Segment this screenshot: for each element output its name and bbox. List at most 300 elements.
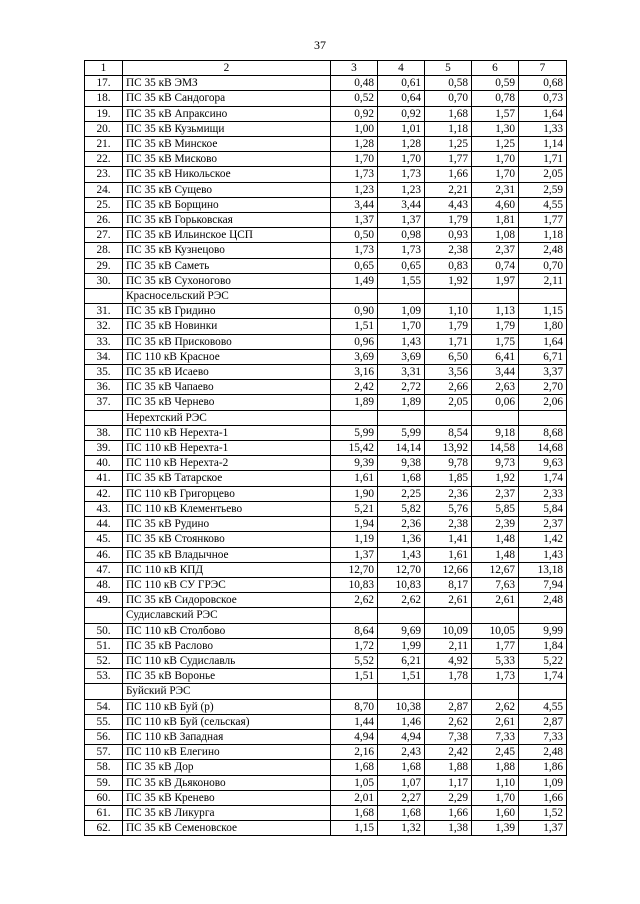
value-cell-col-3: 0,50 — [331, 228, 378, 243]
value-cell-col-3: 0,48 — [331, 76, 378, 91]
substation-name: ПС 35 кВ Воронье — [123, 669, 331, 684]
value-cell-col-5: 0,83 — [425, 258, 472, 273]
value-cell-col-3: 5,99 — [331, 425, 378, 440]
section-row — [85, 410, 567, 425]
value-cell-col-4: 1,09 — [378, 304, 425, 319]
value-cell-col-5: 6,50 — [425, 349, 472, 364]
table-row — [85, 638, 567, 653]
column-header-5: 5 — [425, 61, 472, 76]
value-cell-col-5: 2,11 — [425, 638, 472, 653]
row-number: 20. — [85, 121, 123, 136]
section-empty-cell — [425, 410, 472, 425]
value-cell-col-6: 2,62 — [472, 699, 519, 714]
value-cell-col-5: 8,17 — [425, 577, 472, 592]
row-number: 53. — [85, 669, 123, 684]
value-cell-col-6: 7,33 — [472, 729, 519, 744]
value-cell-col-4: 0,64 — [378, 91, 425, 106]
substation-name: ПС 35 кВ Сандогора — [123, 91, 331, 106]
substation-name: ПС 35 кВ Горьковская — [123, 213, 331, 228]
table-row — [85, 137, 567, 152]
section-number-cell — [85, 684, 123, 699]
substation-name: ПС 35 кВ Чапаево — [123, 380, 331, 395]
value-cell-col-3: 1,44 — [331, 714, 378, 729]
value-cell-col-3: 0,96 — [331, 334, 378, 349]
row-number: 46. — [85, 547, 123, 562]
substation-name: ПС 110 кВ Красное — [123, 349, 331, 364]
table-row — [85, 714, 567, 729]
table-row — [85, 365, 567, 380]
value-cell-col-6: 1,48 — [472, 547, 519, 562]
table-row — [85, 243, 567, 258]
value-cell-col-5: 1,85 — [425, 471, 472, 486]
section-row — [85, 289, 567, 304]
table-row — [85, 334, 567, 349]
value-cell-col-3: 1,51 — [331, 319, 378, 334]
value-cell-col-6: 5,33 — [472, 653, 519, 668]
substation-name: ПС 35 кВ Саметь — [123, 258, 331, 273]
value-cell-col-4: 4,94 — [378, 729, 425, 744]
value-cell-col-4: 1,73 — [378, 243, 425, 258]
table-row — [85, 821, 567, 836]
row-number: 34. — [85, 349, 123, 364]
row-number: 25. — [85, 197, 123, 212]
table-row — [85, 425, 567, 440]
value-cell-col-5: 2,66 — [425, 380, 472, 395]
substation-name: ПС 35 кВ Чернево — [123, 395, 331, 410]
row-number: 48. — [85, 577, 123, 592]
row-number: 45. — [85, 532, 123, 547]
value-cell-col-6: 6,41 — [472, 349, 519, 364]
value-cell-col-6: 1,73 — [472, 669, 519, 684]
row-number: 29. — [85, 258, 123, 273]
substation-name: ПС 35 кВ Стоянково — [123, 532, 331, 547]
row-number: 41. — [85, 471, 123, 486]
section-number-cell — [85, 410, 123, 425]
value-cell-col-4: 1,68 — [378, 760, 425, 775]
table-row — [85, 729, 567, 744]
row-number: 59. — [85, 775, 123, 790]
column-header-7: 7 — [519, 61, 567, 76]
value-cell-col-5: 1,78 — [425, 669, 472, 684]
value-cell-col-7: 2,48 — [519, 243, 567, 258]
value-cell-col-6: 3,44 — [472, 365, 519, 380]
value-cell-col-5: 1,92 — [425, 273, 472, 288]
substation-load-table — [84, 60, 567, 836]
substation-name: ПС 110 кВ Нерехта-1 — [123, 425, 331, 440]
value-cell-col-7: 0,68 — [519, 76, 567, 91]
table-header-row — [85, 61, 567, 76]
value-cell-col-7: 2,70 — [519, 380, 567, 395]
column-header-2: 2 — [123, 61, 331, 76]
value-cell-col-4: 5,99 — [378, 425, 425, 440]
value-cell-col-6: 0,74 — [472, 258, 519, 273]
substation-name: ПС 110 кВ Григорцево — [123, 486, 331, 501]
value-cell-col-6: 1,79 — [472, 319, 519, 334]
value-cell-col-4: 6,21 — [378, 653, 425, 668]
value-cell-col-3: 1,05 — [331, 775, 378, 790]
value-cell-col-3: 1,28 — [331, 137, 378, 152]
section-empty-cell — [425, 684, 472, 699]
value-cell-col-3: 3,16 — [331, 365, 378, 380]
row-number: 24. — [85, 182, 123, 197]
section-empty-cell — [472, 684, 519, 699]
value-cell-col-7: 1,64 — [519, 334, 567, 349]
value-cell-col-5: 2,36 — [425, 486, 472, 501]
value-cell-col-7: 7,33 — [519, 729, 567, 744]
value-cell-col-7: 1,66 — [519, 790, 567, 805]
value-cell-col-7: 9,63 — [519, 456, 567, 471]
value-cell-col-5: 1,17 — [425, 775, 472, 790]
row-number: 38. — [85, 425, 123, 440]
value-cell-col-3: 9,39 — [331, 456, 378, 471]
value-cell-col-4: 1,68 — [378, 471, 425, 486]
substation-name: ПС 35 кВ Сидоровское — [123, 593, 331, 608]
table-row — [85, 380, 567, 395]
value-cell-col-5: 2,42 — [425, 745, 472, 760]
value-cell-col-3: 3,44 — [331, 197, 378, 212]
value-cell-col-3: 2,01 — [331, 790, 378, 805]
row-number: 31. — [85, 304, 123, 319]
column-header-1: 1 — [85, 61, 123, 76]
value-cell-col-3: 0,52 — [331, 91, 378, 106]
section-empty-cell — [519, 289, 567, 304]
value-cell-col-7: 1,86 — [519, 760, 567, 775]
substation-name: ПС 110 кВ Судиславль — [123, 653, 331, 668]
value-cell-col-7: 2,06 — [519, 395, 567, 410]
value-cell-col-4: 14,14 — [378, 441, 425, 456]
value-cell-col-7: 7,94 — [519, 577, 567, 592]
value-cell-col-7: 0,73 — [519, 91, 567, 106]
value-cell-col-4: 1,32 — [378, 821, 425, 836]
table-row — [85, 304, 567, 319]
value-cell-col-4: 2,62 — [378, 593, 425, 608]
value-cell-col-7: 1,43 — [519, 547, 567, 562]
section-number-cell — [85, 289, 123, 304]
value-cell-col-3: 1,23 — [331, 182, 378, 197]
value-cell-col-4: 1,43 — [378, 547, 425, 562]
value-cell-col-4: 3,44 — [378, 197, 425, 212]
value-cell-col-4: 1,73 — [378, 167, 425, 182]
value-cell-col-5: 1,66 — [425, 805, 472, 820]
value-cell-col-6: 1,25 — [472, 137, 519, 152]
row-number: 50. — [85, 623, 123, 638]
row-number: 33. — [85, 334, 123, 349]
substation-name: ПС 110 кВ Елегино — [123, 745, 331, 760]
row-number: 39. — [85, 441, 123, 456]
row-number: 54. — [85, 699, 123, 714]
section-empty-cell — [519, 608, 567, 623]
substation-name: ПС 110 кВ Буй (сельская) — [123, 714, 331, 729]
value-cell-col-7: 1,09 — [519, 775, 567, 790]
value-cell-col-5: 2,21 — [425, 182, 472, 197]
table-row — [85, 273, 567, 288]
value-cell-col-6: 1,97 — [472, 273, 519, 288]
section-empty-cell — [378, 289, 425, 304]
value-cell-col-6: 1,70 — [472, 152, 519, 167]
row-number: 49. — [85, 593, 123, 608]
row-number: 22. — [85, 152, 123, 167]
table-row — [85, 486, 567, 501]
substation-name: ПС 35 кВ Дьяконово — [123, 775, 331, 790]
value-cell-col-5: 5,76 — [425, 501, 472, 516]
table-row — [85, 699, 567, 714]
value-cell-col-6: 1,13 — [472, 304, 519, 319]
table-row — [85, 349, 567, 364]
row-number: 35. — [85, 365, 123, 380]
table-row — [85, 669, 567, 684]
section-empty-cell — [331, 608, 378, 623]
value-cell-col-4: 5,82 — [378, 501, 425, 516]
value-cell-col-7: 0,70 — [519, 258, 567, 273]
value-cell-col-4: 2,43 — [378, 745, 425, 760]
section-empty-cell — [331, 289, 378, 304]
table-row — [85, 152, 567, 167]
section-empty-cell — [519, 684, 567, 699]
section-title: Буйский РЭС — [123, 684, 331, 699]
value-cell-col-7: 1,15 — [519, 304, 567, 319]
table-row — [85, 577, 567, 592]
value-cell-col-6: 1,92 — [472, 471, 519, 486]
value-cell-col-4: 1,36 — [378, 532, 425, 547]
substation-name: ПС 110 кВ СУ ГРЭС — [123, 577, 331, 592]
section-title: Красносельский РЭС — [123, 289, 331, 304]
value-cell-col-7: 13,18 — [519, 562, 567, 577]
value-cell-col-7: 2,87 — [519, 714, 567, 729]
value-cell-col-3: 1,51 — [331, 669, 378, 684]
substation-name: ПС 35 кВ Кузнецово — [123, 243, 331, 258]
value-cell-col-6: 2,37 — [472, 486, 519, 501]
section-empty-cell — [378, 684, 425, 699]
table-body — [85, 61, 567, 836]
value-cell-col-6: 2,39 — [472, 517, 519, 532]
section-title: Нерехтский РЭС — [123, 410, 331, 425]
section-empty-cell — [331, 410, 378, 425]
table-row — [85, 456, 567, 471]
table-row — [85, 228, 567, 243]
value-cell-col-3: 1,37 — [331, 213, 378, 228]
value-cell-col-4: 3,69 — [378, 349, 425, 364]
value-cell-col-5: 2,05 — [425, 395, 472, 410]
value-cell-col-5: 1,18 — [425, 121, 472, 136]
substation-name: ПС 110 кВ КПД — [123, 562, 331, 577]
value-cell-col-4: 9,69 — [378, 623, 425, 638]
section-empty-cell — [425, 608, 472, 623]
value-cell-col-4: 1,01 — [378, 121, 425, 136]
value-cell-col-5: 1,66 — [425, 167, 472, 182]
substation-name: ПС 35 кВ Кузьмищи — [123, 121, 331, 136]
value-cell-col-4: 2,72 — [378, 380, 425, 395]
value-cell-col-3: 1,73 — [331, 167, 378, 182]
value-cell-col-3: 2,16 — [331, 745, 378, 760]
substation-name: ПС 35 кВ ЭМЗ — [123, 76, 331, 91]
value-cell-col-3: 10,83 — [331, 577, 378, 592]
value-cell-col-7: 3,37 — [519, 365, 567, 380]
substation-name: ПС 35 кВ Рудино — [123, 517, 331, 532]
table-row — [85, 167, 567, 182]
value-cell-col-5: 2,38 — [425, 517, 472, 532]
section-empty-cell — [519, 410, 567, 425]
value-cell-col-7: 1,74 — [519, 471, 567, 486]
row-number: 23. — [85, 167, 123, 182]
substation-name: ПС 35 кВ Семеновское — [123, 821, 331, 836]
value-cell-col-5: 2,38 — [425, 243, 472, 258]
value-cell-col-6: 1,57 — [472, 106, 519, 121]
value-cell-col-6: 1,48 — [472, 532, 519, 547]
value-cell-col-3: 1,15 — [331, 821, 378, 836]
value-cell-col-4: 1,28 — [378, 137, 425, 152]
value-cell-col-6: 1,70 — [472, 167, 519, 182]
value-cell-col-3: 1,61 — [331, 471, 378, 486]
value-cell-col-7: 8,68 — [519, 425, 567, 440]
value-cell-col-4: 1,43 — [378, 334, 425, 349]
value-cell-col-6: 1,88 — [472, 760, 519, 775]
value-cell-col-6: 5,85 — [472, 501, 519, 516]
section-empty-cell — [425, 289, 472, 304]
table-row — [85, 319, 567, 334]
value-cell-col-7: 1,14 — [519, 137, 567, 152]
table-row — [85, 653, 567, 668]
substation-name: ПС 35 кВ Сухоногово — [123, 273, 331, 288]
row-number: 32. — [85, 319, 123, 334]
substation-name: ПС 35 кВ Минское — [123, 137, 331, 152]
value-cell-col-6: 9,73 — [472, 456, 519, 471]
value-cell-col-3: 4,94 — [331, 729, 378, 744]
value-cell-col-6: 2,61 — [472, 714, 519, 729]
value-cell-col-7: 1,84 — [519, 638, 567, 653]
value-cell-col-6: 1,39 — [472, 821, 519, 836]
value-cell-col-4: 2,36 — [378, 517, 425, 532]
substation-name: ПС 35 кВ Сущево — [123, 182, 331, 197]
value-cell-col-6: 12,67 — [472, 562, 519, 577]
table-row — [85, 441, 567, 456]
substation-name: ПС 35 кВ Никольское — [123, 167, 331, 182]
table-row — [85, 197, 567, 212]
value-cell-col-6: 2,37 — [472, 243, 519, 258]
row-number: 18. — [85, 91, 123, 106]
value-cell-col-6: 0,59 — [472, 76, 519, 91]
value-cell-col-5: 9,78 — [425, 456, 472, 471]
value-cell-col-6: 9,18 — [472, 425, 519, 440]
table-row — [85, 745, 567, 760]
value-cell-col-7: 1,42 — [519, 532, 567, 547]
value-cell-col-5: 4,92 — [425, 653, 472, 668]
value-cell-col-4: 1,55 — [378, 273, 425, 288]
value-cell-col-4: 0,61 — [378, 76, 425, 91]
section-row — [85, 608, 567, 623]
table-row — [85, 623, 567, 638]
value-cell-col-6: 2,31 — [472, 182, 519, 197]
value-cell-col-7: 2,59 — [519, 182, 567, 197]
value-cell-col-5: 10,09 — [425, 623, 472, 638]
value-cell-col-5: 0,93 — [425, 228, 472, 243]
row-number: 21. — [85, 137, 123, 152]
substation-name: ПС 35 кВ Татарское — [123, 471, 331, 486]
value-cell-col-4: 3,31 — [378, 365, 425, 380]
substation-name: ПС 35 кВ Дор — [123, 760, 331, 775]
row-number: 40. — [85, 456, 123, 471]
value-cell-col-4: 1,99 — [378, 638, 425, 653]
value-cell-col-3: 1,89 — [331, 395, 378, 410]
value-cell-col-3: 15,42 — [331, 441, 378, 456]
value-cell-col-5: 1,61 — [425, 547, 472, 562]
value-cell-col-6: 1,30 — [472, 121, 519, 136]
value-cell-col-3: 0,65 — [331, 258, 378, 273]
value-cell-col-5: 1,41 — [425, 532, 472, 547]
value-cell-col-4: 1,46 — [378, 714, 425, 729]
substation-name: ПС 35 кВ Присковово — [123, 334, 331, 349]
table-row — [85, 106, 567, 121]
value-cell-col-5: 2,29 — [425, 790, 472, 805]
substation-name: ПС 35 кВ Раслово — [123, 638, 331, 653]
substation-name: ПС 110 кВ Столбово — [123, 623, 331, 638]
section-empty-cell — [472, 410, 519, 425]
substation-name: ПС 35 кВ Апраксино — [123, 106, 331, 121]
value-cell-col-3: 1,68 — [331, 760, 378, 775]
table-row — [85, 547, 567, 562]
value-cell-col-5: 7,38 — [425, 729, 472, 744]
value-cell-col-4: 1,51 — [378, 669, 425, 684]
value-cell-col-5: 1,25 — [425, 137, 472, 152]
value-cell-col-7: 4,55 — [519, 197, 567, 212]
substation-name: ПС 35 кВ Кренево — [123, 790, 331, 805]
value-cell-col-4: 1,23 — [378, 182, 425, 197]
value-cell-col-4: 10,83 — [378, 577, 425, 592]
row-number: 43. — [85, 501, 123, 516]
value-cell-col-6: 7,63 — [472, 577, 519, 592]
value-cell-col-3: 0,90 — [331, 304, 378, 319]
row-number: 47. — [85, 562, 123, 577]
row-number: 57. — [85, 745, 123, 760]
value-cell-col-6: 2,63 — [472, 380, 519, 395]
section-empty-cell — [378, 410, 425, 425]
value-cell-col-5: 1,77 — [425, 152, 472, 167]
substation-name: ПС 110 кВ Нерехта-1 — [123, 441, 331, 456]
value-cell-col-3: 8,64 — [331, 623, 378, 638]
table-row — [85, 471, 567, 486]
value-cell-col-3: 1,70 — [331, 152, 378, 167]
value-cell-col-6: 2,45 — [472, 745, 519, 760]
value-cell-col-4: 0,92 — [378, 106, 425, 121]
table-row — [85, 121, 567, 136]
value-cell-col-6: 1,75 — [472, 334, 519, 349]
value-cell-col-5: 1,38 — [425, 821, 472, 836]
value-cell-col-4: 1,37 — [378, 213, 425, 228]
table-row — [85, 532, 567, 547]
value-cell-col-5: 1,71 — [425, 334, 472, 349]
value-cell-col-5: 1,79 — [425, 319, 472, 334]
value-cell-col-5: 8,54 — [425, 425, 472, 440]
value-cell-col-7: 5,84 — [519, 501, 567, 516]
value-cell-col-6: 1,60 — [472, 805, 519, 820]
table-row — [85, 91, 567, 106]
table-row — [85, 760, 567, 775]
value-cell-col-7: 9,99 — [519, 623, 567, 638]
section-empty-cell — [378, 608, 425, 623]
value-cell-col-3: 1,37 — [331, 547, 378, 562]
table-row — [85, 805, 567, 820]
table-row — [85, 213, 567, 228]
row-number: 58. — [85, 760, 123, 775]
value-cell-col-7: 4,55 — [519, 699, 567, 714]
value-cell-col-3: 0,92 — [331, 106, 378, 121]
value-cell-col-7: 6,71 — [519, 349, 567, 364]
row-number: 17. — [85, 76, 123, 91]
value-cell-col-7: 1,80 — [519, 319, 567, 334]
row-number: 30. — [85, 273, 123, 288]
table-row — [85, 76, 567, 91]
substation-name: ПС 110 кВ Западная — [123, 729, 331, 744]
value-cell-col-6: 4,60 — [472, 197, 519, 212]
